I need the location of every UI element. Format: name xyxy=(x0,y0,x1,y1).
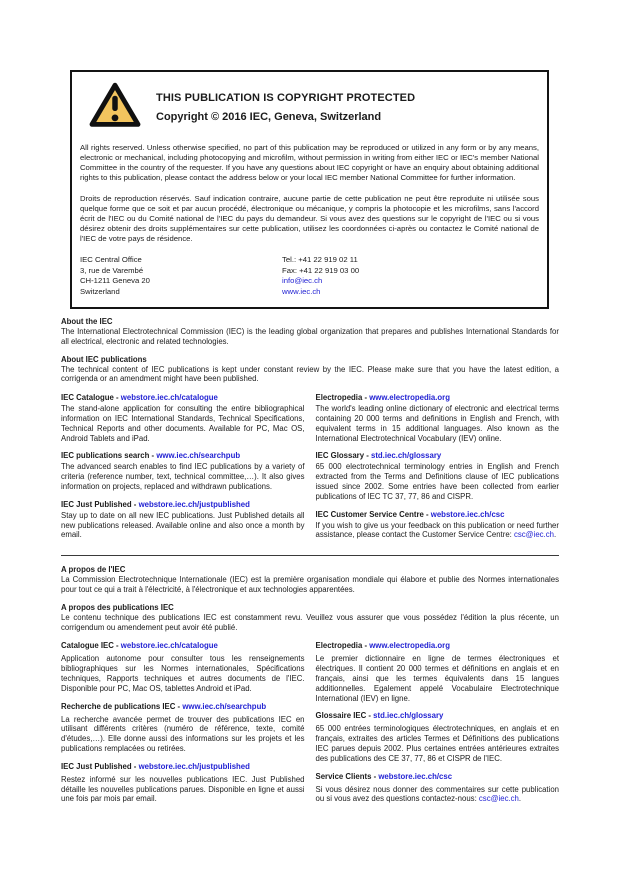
csc-email-link[interactable]: csc@iec.ch xyxy=(513,530,554,540)
resource-text: The stand-alone application for consulting the entire bibliographical information on IEC International Standards, Technical Specifications, Technical Reports and other documents. Available for PC, Mac OS, Android Tablets and iPad. xyxy=(61,404,305,443)
about-publications-heading: About IEC publications xyxy=(61,354,147,364)
resource-title: IEC publications search xyxy=(61,451,150,461)
resource-item-catalogue-iec xyxy=(61,641,305,693)
resource-link[interactable]: webstore.iec.ch/catalogue xyxy=(120,641,218,651)
csc-email-link-fr[interactable]: csc@iec.ch xyxy=(478,794,519,804)
contact-email-link[interactable]: info@iec.ch xyxy=(282,276,323,285)
address-street: 3, rue de Varembé xyxy=(80,265,144,275)
resource-item-customer-service-centre xyxy=(316,510,560,541)
separator: - xyxy=(362,393,370,403)
resource-title: IEC Customer Service Centre xyxy=(315,509,424,519)
resource-link[interactable]: webstore.iec.ch/csc xyxy=(430,509,505,519)
resources-fr-right-column xyxy=(316,641,560,812)
resource-item-service-clients xyxy=(316,772,560,805)
resource-heading xyxy=(316,393,560,403)
address-office-name: IEC Central Office xyxy=(80,255,142,264)
resource-title: IEC Just Published xyxy=(61,761,132,771)
separator: - xyxy=(366,711,374,721)
resource-title: Catalogue IEC xyxy=(61,641,114,651)
section-divider xyxy=(61,555,559,556)
copyright-notice-en: All rights reserved. Unless otherwise specified, no part of this publication may be reproduced or utilized in any form or by any means, electronic or mechanical, including photocopying and microfilm, without permission in writing from either IEC or IEC's member National Committee in the country of the requester. If you have any questions about IEC copyright or have an enquiry about obtaining additional rights to this publication, please contact the address below or your local IEC member National Committee for further information. xyxy=(80,143,539,182)
copyright-title: THIS PUBLICATION IS COPYRIGHT PROTECTED xyxy=(156,92,416,104)
resources-en-right-column xyxy=(316,393,560,548)
resource-text xyxy=(316,521,560,541)
resource-title: Electropedia xyxy=(315,641,363,651)
resource-text: The advanced search enables to find IEC publications by a variety of criteria (reference number, text, technical committee,…). It also gives information on projects, replaced and withdrawn publications. xyxy=(61,462,305,491)
about-publications-text: The technical content of IEC publications is kept under constant review by the IEC. Please make sure that you have the latest edition, a corrigenda or an amendment might have been published. xyxy=(61,364,559,384)
apropos-iec-heading: A propos de l'IEC xyxy=(61,565,126,575)
resource-text-after: . xyxy=(553,530,557,540)
resource-title: Service Clients xyxy=(315,771,372,781)
copyright-box xyxy=(70,70,549,309)
resource-text: La recherche avancée permet de trouver des publications IEC en utilisant différents critères (numéro de référence, texte, comité d'études,…). Elle donne aussi des informations sur les projets et les publications remplacées ou retirées. xyxy=(61,714,305,753)
resource-link[interactable]: www.electropedia.org xyxy=(369,393,450,403)
resource-heading xyxy=(316,711,560,721)
resource-heading xyxy=(61,702,305,712)
separator: - xyxy=(131,499,139,509)
separator: - xyxy=(149,451,157,461)
apropos-publications-text: Le contenu technique des publications IEC est constamment revu. Veuillez vous assurer que vous possédez l'édition la plus récente, un corrigendum ou amendement peut avoir été publié. xyxy=(61,612,559,632)
address-column xyxy=(80,255,282,297)
resource-heading xyxy=(61,762,305,772)
resource-item-recherche-publications xyxy=(61,702,305,754)
contact-tel: Tel.: +41 22 919 02 11 xyxy=(282,255,358,264)
resource-item-electropedia-fr xyxy=(316,641,560,703)
resource-link[interactable]: std.iec.ch/glossary xyxy=(370,451,442,461)
resources-fr xyxy=(61,641,559,812)
resource-heading xyxy=(61,500,305,510)
resource-link[interactable]: www.electropedia.org xyxy=(369,641,450,651)
resource-heading xyxy=(61,393,305,403)
resource-title: IEC Catalogue xyxy=(61,393,114,403)
resource-item-just-published-fr xyxy=(61,762,305,804)
resource-link[interactable]: std.iec.ch/glossary xyxy=(373,711,444,721)
copyright-subtitle: Copyright © 2016 IEC, Geneva, Switzerland xyxy=(156,111,382,123)
address-city: CH-1211 Geneva 20 xyxy=(80,276,150,285)
warning-icon xyxy=(89,82,141,133)
separator: - xyxy=(362,641,370,651)
separator: - xyxy=(113,393,121,403)
resource-item-glossaire-iec xyxy=(316,711,560,763)
about-iec-text: The International Electrotechnical Commission (IEC) is the leading global organization that prepares and publishes International Standards for all electrical, electronic and related technologies. xyxy=(61,327,559,346)
resource-heading xyxy=(316,641,560,651)
resource-title: Electropedia xyxy=(315,393,363,403)
resource-text: Le premier dictionnaire en ligne de termes électroniques et électriques. Il contient 20 000 termes et définitions en anglais et en français, ainsi que les termes équivalents dans 15 langues additionnelles. Egalement appelé Vocabulaire Electrotechnique International (IEV) en ligne. xyxy=(315,654,559,703)
resource-title: Recherche de publications IEC xyxy=(61,701,176,711)
about-iec-heading: About the IEC xyxy=(61,317,113,326)
copyright-box-header xyxy=(80,80,539,137)
resource-title: IEC Just Published xyxy=(61,499,132,509)
resource-link[interactable]: webstore.iec.ch/justpublished xyxy=(138,761,250,771)
resources-fr-left-column xyxy=(61,641,305,812)
resource-heading xyxy=(316,451,560,461)
copyright-titles xyxy=(156,92,539,123)
resource-text-body: If you wish to give us your feedback on this publication or need further assistance, please contact the Customer Service Centre: xyxy=(315,520,559,540)
resource-text-body: Si vous désirez nous donner des commentaires sur cette publication ou si vous avez des questions contactez-nous: xyxy=(315,784,559,804)
separator: - xyxy=(364,451,371,461)
resource-item-publications-search xyxy=(61,451,305,491)
resource-link[interactable]: www.iec.ch/searchpub xyxy=(156,451,241,461)
resource-text: 65 000 electrotechnical terminology entries in English and French extracted from the Terms and Definitions clause of IEC publications issued since 2002. Some entries have been collected from earlier publications of IEC TC 37, 77, 86 and CISPR. xyxy=(315,462,559,501)
resource-title: Glossaire IEC xyxy=(315,711,367,721)
resource-text: Stay up to date on all new IEC publications. Just Published details all new publications released. Available online and also once a month by email. xyxy=(61,510,305,540)
apropos-iec-text: La Commission Electrotechnique Internationale (IEC) est la première organisation mondiale qui élabore et publie des Normes internationales pour tout ce qui a trait à l'électricité, à l'électronique et aux technologies apparentées. xyxy=(61,575,559,594)
contact-website-link[interactable]: www.iec.ch xyxy=(282,286,321,296)
page-content xyxy=(61,317,559,812)
copyright-notice-fr: Droits de reproduction réservés. Sauf indication contraire, aucune partie de cette publication ne peut être reproduite ni utilisée sous quelque forme que ce soit et par aucun procédé, électronique ou mécanique, y compris la photocopie et les microfilms, sans l'accord écrit de l'IEC ou du Comité national de l'IEC du pays du demandeur. Si vous avez des questions sur le copyright de l'IEC ou si vous désirez obtenir des droits supplémentaires sur cette publication, utilisez les coordonnées ci-après ou contactez le Comité national de l'IEC de votre pays de résidence. xyxy=(80,194,539,243)
resource-title: IEC Glossary xyxy=(315,451,365,461)
resource-text: Application autonome pour consulter tous les renseignements bibliographiques sur les Normes internationales, Spécifications techniques, Rapports techniques et autres documents de l'IEC. Disponible pour PC, Mac OS, tablettes Android et iPad. xyxy=(61,654,305,693)
resources-en-left-column xyxy=(61,393,305,548)
resource-link[interactable]: webstore.iec.ch/justpublished xyxy=(138,499,250,509)
resource-text: The world's leading online dictionary of electronic and electrical terms containing 20 000 terms and definitions in English and French, with equivalent terms in 15 additional languages. Also known as the International Electrotechnical Vocabulary (IEV) online. xyxy=(315,404,559,443)
separator: - xyxy=(371,771,379,781)
resource-heading xyxy=(61,641,305,651)
contact-fax: Fax: +41 22 919 03 00 xyxy=(282,265,360,275)
separator: - xyxy=(175,701,183,711)
resource-link[interactable]: webstore.iec.ch/catalogue xyxy=(120,393,218,403)
resource-item-iec-catalogue xyxy=(61,393,305,443)
resources-en xyxy=(61,393,559,548)
resource-text: 65 000 entrées terminologiques électrotechniques, en anglais et en français, extraites des articles Termes et Définitions des publications IEC parues depuis 2002. Plus certaines entrées antérieures extraites des publications des CE 37, 77, 86 et CISPR de l'IEC. xyxy=(315,724,559,763)
resource-text: Restez informé sur les nouvelles publications IEC. Just Published détaille les nouvelles publications parues. Disponible en ligne et aussi une fois par mois par email. xyxy=(61,774,305,804)
resource-text xyxy=(316,785,560,805)
apropos-publications-heading: A propos des publications IEC xyxy=(61,602,174,612)
resource-link[interactable]: webstore.iec.ch/csc xyxy=(378,771,453,781)
resource-item-iec-glossary xyxy=(316,451,560,501)
resource-link[interactable]: www.iec.ch/searchpub xyxy=(182,701,267,711)
resource-heading xyxy=(61,451,305,461)
resource-item-just-published-en xyxy=(61,500,305,540)
resource-item-electropedia-en xyxy=(316,393,560,443)
separator: - xyxy=(131,761,139,771)
address-country: Switzerland xyxy=(80,286,120,296)
resource-heading xyxy=(316,772,560,782)
contact-column xyxy=(282,255,359,297)
separator: - xyxy=(113,641,121,651)
separator: - xyxy=(423,509,431,519)
resource-heading xyxy=(316,510,560,520)
resource-text-after: . xyxy=(518,794,522,804)
address-block xyxy=(80,255,539,297)
